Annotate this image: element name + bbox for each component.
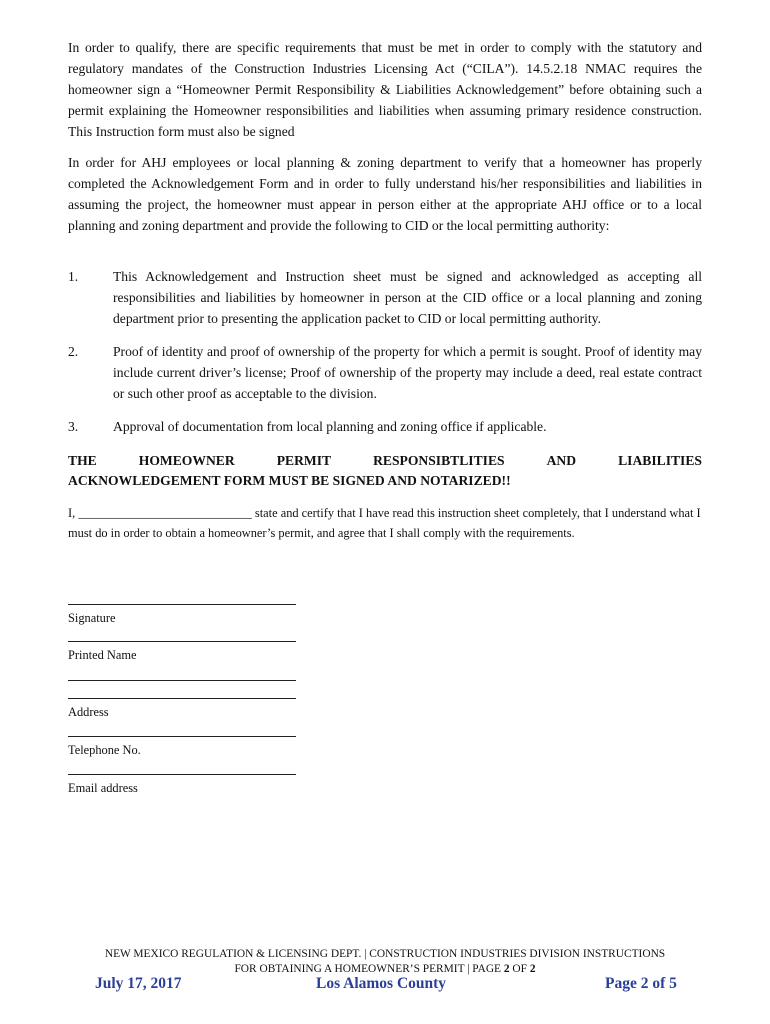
heading-word: HOMEOWNER [138, 453, 235, 468]
heading-word: RESPONSIBTLITIES [373, 453, 505, 468]
list-item [68, 266, 702, 329]
list-item [68, 341, 702, 404]
list-item-text: Proof of identity and proof of ownership of the property for which a permit is sought. Proof of identity may include current driver’s license; Proof of ownership of the property may include a deed, real estate contract or such other proof as acceptable to the division. [113, 344, 702, 401]
notice-heading-line1 [68, 451, 702, 471]
notice-heading-line2: ACKNOWLEDGEMENT FORM MUST BE SIGNED AND NOTARIZED!! [68, 473, 511, 488]
list-item [68, 416, 702, 437]
telephone-block [68, 736, 296, 758]
requirements-paragraph: In order for AHJ employees or local planning & zoning department to verify that a homeowner has properly completed the Acknowledgement Form and in order to fully understand his/her responsibilities and liabilities in assuming the project, the homeowner must appear in person either at the appropriate AHJ office or to a local planning and zoning department and provide the following to CID or the local permitting authority: [68, 155, 702, 233]
notice-heading [68, 451, 702, 491]
printed-name-block [68, 641, 296, 663]
address-label: Address [68, 705, 109, 719]
footer-line2-prefix: FOR OBTAINING A HOMEOWNER’S PERMIT | PAGE [234, 963, 504, 975]
address-line-1[interactable] [68, 680, 296, 681]
signature-line[interactable] [68, 604, 296, 605]
page-footer [0, 947, 770, 977]
address-line-2[interactable] [68, 698, 296, 699]
list-item-number: 3. [68, 419, 79, 434]
telephone-label: Telephone No. [68, 743, 141, 757]
intro-paragraph: In order to qualify, there are specific requirements that must be met in order to comply with the statutory and regulatory mandates of the Construction Industries Licensing Act (“CILA”). 14.5.2.18 NMAC requires the homeowner sign a “Homeowner Permit Responsibility & Liabilities Acknowledgement” before obtaining such a permit explaining the Homeowner responsibilities and liabilities when assuming primary residence construction. This Instruction form must also be signed [68, 40, 702, 139]
printed-name-label: Printed Name [68, 648, 137, 662]
heading-word: AND [546, 453, 577, 468]
bottom-date: July 17, 2017 [95, 975, 182, 992]
requirements-list [68, 266, 702, 437]
footer-of: OF [509, 963, 530, 975]
footer-line1: NEW MEXICO REGULATION & LICENSING DEPT. | CONSTRUCTION INDUSTRIES DIVISION INSTRUCTIONS [104, 948, 666, 960]
certification-statement: I, ____________________________ state and certify that I have read this instruction sheet completely, that I understand what I must do in order to obtain a homeowner’s permit, and agree that I shall comply with the requirements. [68, 506, 701, 540]
address-block [68, 680, 296, 720]
footer-page-total: 2 [529, 963, 536, 975]
email-label: Email address [68, 781, 138, 795]
bottom-page-count: Page 2 of 5 [605, 975, 677, 992]
footer-page-number: 2 [503, 963, 510, 975]
list-item-number: 2. [68, 344, 79, 359]
email-block [68, 774, 296, 796]
list-item-text: This Acknowledgement and Instruction sheet must be signed and acknowledged as accepting all responsibilities and liabilities by homeowner in person at the CID office or a local planning and zoning department prior to presenting the application packet to CID or local permitting authority. [113, 269, 702, 326]
bottom-county: Los Alamos County [316, 975, 447, 992]
heading-word: THE [68, 453, 97, 468]
heading-word: PERMIT [276, 453, 332, 468]
list-item-number: 1. [68, 269, 79, 284]
printed-name-line[interactable] [68, 641, 296, 642]
list-item-text: Approval of documentation from local planning and zoning office if applicable. [113, 419, 547, 434]
email-line[interactable] [68, 774, 296, 775]
signature-label: Signature [68, 611, 116, 625]
telephone-line[interactable] [68, 736, 296, 737]
signature-block [68, 604, 296, 626]
heading-word: LIABILITIES [618, 453, 702, 468]
